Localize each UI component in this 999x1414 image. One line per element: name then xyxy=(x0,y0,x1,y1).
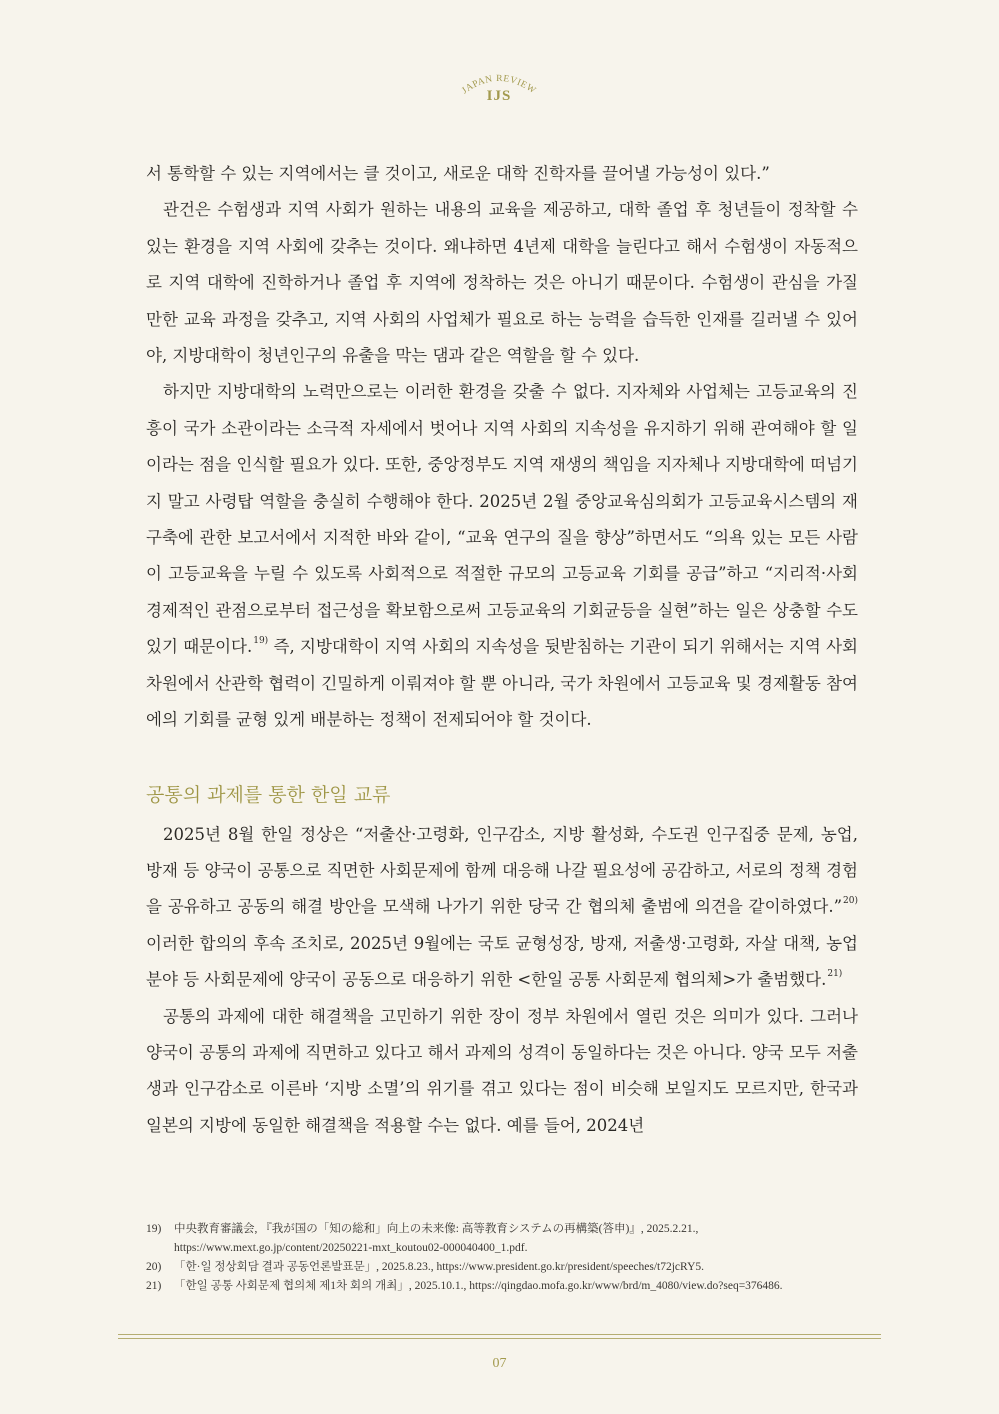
footnote-number: 19) xyxy=(146,1223,162,1235)
footnote-ref[interactable]: 19) xyxy=(253,636,269,647)
journal-logo xyxy=(449,66,549,110)
paragraph-text: 하지만 지방대학의 노력만으로는 이러한 환경을 갖출 수 없다. 지자체와 사업체는 고등교육의 진흥이 국가 소관이라는 소극적 자세에서 벗어나 지역 사회의 지속성을 유지하기 위해 관여해야 할 일이라는 점을 인식할 필요가 있다. 또한, 중앙정부도 지역 재생의 책임을 지자체나 지방대학에 떠넘기지 말고 사령탑 역할을 충실히 수행해야 한다. 2025년 2월 중앙교육심의회가 고등교육시스템의 재구축에 관한 보고서에서 지적한 바와 같이, “교육 연구의 질을 향상”하면서도 “의욕 있는 모든 사람이 고등교육을 누릴 수 있도록 사회적으로 적절한 규모의 고등교육 기회를 공급”하고 “지리적·사회경제적인 관점으로부터 접근성을 확보함으로써 고등교육의 기회균등을 실현”하는 일은 상충할 수도 있기 때문이다. xyxy=(146,382,858,657)
footnote-ref[interactable]: 21) xyxy=(827,969,843,980)
page-number: 07 xyxy=(492,1356,507,1371)
logo-mark: IJS xyxy=(486,88,512,104)
footnote-text: 中央教育審議会, 『我が国の「知の総和」向上の未来像: 高等教育システムの再構築(答申)』, 2025.2.21., https://www.mext.go.jp/content/20250221-mxt_koutou02-000040400_1.pdf. xyxy=(174,1223,699,1254)
paragraph xyxy=(146,374,858,738)
footnote-number: 20) xyxy=(146,1261,162,1273)
footnote-ref[interactable]: 20) xyxy=(843,896,858,907)
paragraph: 관건은 수험생과 지역 사회가 원하는 내용의 교육을 제공하고, 대학 졸업 후 청년들이 정착할 수 있는 환경을 지역 사회에 갖추는 것이다. 왜냐하면 4년제 대학을 늘린다고 해서 수험생이 자동적으로 지역 대학에 진학하거나 졸업 후 지역에 정착하는 것은 아니기 때문이다. 수험생이 관심을 가질 만한 교육 과정을 갖추고, 지역 사회의 사업체가 필요로 하는 능력을 습득한 인재를 길러낼 수 있어야, 지방대학이 청년인구의 유출을 막는 댐과 같은 역할을 할 수 있다. xyxy=(146,200,858,366)
footnote-number: 21) xyxy=(146,1280,162,1292)
footnote xyxy=(146,1220,858,1258)
footnote-text: 「한일 공통 사회문제 협의체 제1차 회의 개최」, 2025.10.1., https://qingdao.mofa.go.kr/www/brd/m_4080/view.do?seq=376486. xyxy=(174,1280,783,1292)
paragraph-continuation: 서 통학할 수 있는 지역에서는 클 것이고, 새로운 대학 진학자를 끌어낼 가능성이 있다.” xyxy=(146,164,770,183)
footnote xyxy=(146,1258,858,1277)
paragraph-text: 2025년 8월 한일 정상은 “저출산·고령화, 인구감소, 지방 활성화, 수도권 인구집중 문제, 농업, 방재 등 양국이 공통으로 직면한 사회문제에 함께 대응해 나갈 필요성에 공감하고, 서로의 정책 경험을 공유하고 공동의 해결 방안을 모색해 나가기 위한 당국 간 협의체 출범에 의견을 같이하였다.” xyxy=(146,824,858,917)
paragraph xyxy=(146,817,858,999)
footnote xyxy=(146,1277,858,1296)
footer-divider xyxy=(118,1338,881,1339)
logo-arc-text: JAPAN REVIEW xyxy=(460,73,538,97)
article-body xyxy=(146,156,858,1144)
paragraph-text: 이러한 합의의 후속 조치로, 2025년 9월에는 국토 균형성장, 방재, 저출생·고령화, 자살 대책, 농업 분야 등 사회문제에 양국이 공동으로 대응하기 위한 <한일 공통 사회문제 협의체>가 출범했다. xyxy=(146,933,858,990)
footnote-text: 「한·일 정상회담 결과 공동언론발표문」, 2025.8.23., https://www.president.go.kr/president/speeches/t72jcRY5. xyxy=(174,1261,705,1273)
paragraph-text: 즉, 지방대학이 지역 사회의 지속성을 뒷받침하는 기관이 되기 위해서는 지역 사회 차원에서 산관학 협력이 긴밀하게 이뤄져야 할 뿐 아니라, 국가 차원에서 고등교육 및 경제활동 참여에의 기회를 균형 있게 배분하는 정책이 전제되어야 할 것이다. xyxy=(146,637,859,730)
paragraph: 공통의 과제에 대한 해결책을 고민하기 위한 장이 정부 차원에서 열린 것은 의미가 있다. 그러나 양국이 공통의 과제에 직면하고 있다고 해서 과제의 성격이 동일하다는 것은 아니다. 양국 모두 저출생과 인구감소로 이른바 ‘지방 소멸’의 위기를 겪고 있다는 점이 비슷해 보일지도 모르지만, 한국과 일본의 지방에 동일한 해결책을 적용할 수는 없다. 예를 들어, 2024년 xyxy=(146,1006,858,1135)
footnotes xyxy=(146,1220,858,1296)
footer-divider xyxy=(118,1334,881,1335)
section-heading: 공통의 과제를 통한 한일 교류 xyxy=(146,783,391,806)
